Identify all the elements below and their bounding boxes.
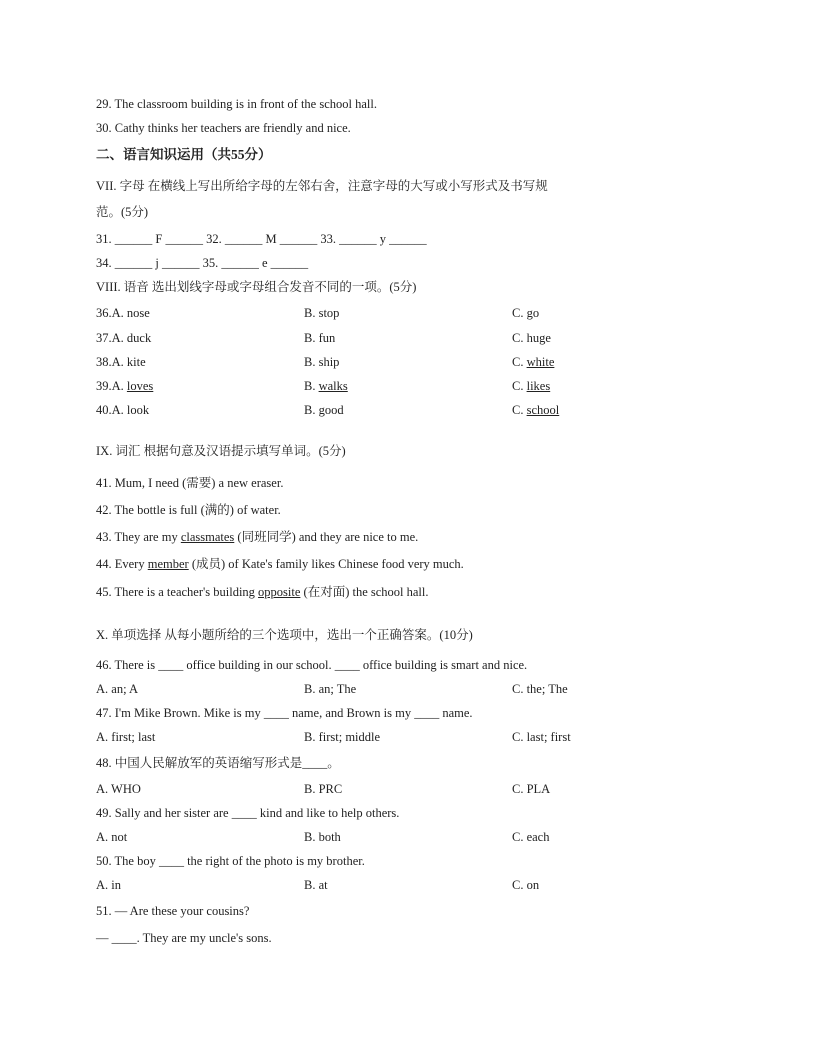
q43-answer: classmates xyxy=(180,530,235,544)
mc-47-question: 47. I'm Mike Brown. Mike is my ____ name, and Brown is my ____ name. xyxy=(96,706,473,720)
mc-47-a: A. first; last xyxy=(96,730,156,744)
phonics-40-c-prefix: C. xyxy=(512,403,527,417)
phonics-40-a: 40.A. look xyxy=(96,403,150,417)
mc-46-c: C. the; The xyxy=(512,682,568,696)
phonics-39-c-word: likes xyxy=(526,379,551,393)
line-q41: 41. Mum, I need (需要) a new eraser. xyxy=(96,476,284,490)
mc-50-c: C. on xyxy=(512,878,540,892)
phonics-38-c-word: white xyxy=(526,355,555,369)
q44-post: (成员) of Kate's family likes Chinese food very much. xyxy=(188,557,464,571)
phonics-38-b: B. ship xyxy=(304,355,340,369)
mc-48-c: C. PLA xyxy=(512,782,551,796)
mc-50-b: B. at xyxy=(304,878,328,892)
q43-post: (同班同学) and they are nice to me. xyxy=(234,530,419,544)
mc-49-c: C. each xyxy=(512,830,550,844)
phonics-39-a-prefix: 39.A. xyxy=(96,379,127,393)
mc-46-b: B. an; The xyxy=(304,682,357,696)
mc-46-question: 46. There is ____ office building in our school. ____ office building is smart and nice. xyxy=(96,658,528,672)
phonics-39-b-word: walks xyxy=(318,379,348,393)
mc-50-a: A. in xyxy=(96,878,121,892)
line-q29: 29. The classroom building is in front of the school hall. xyxy=(96,97,377,111)
mc-50-question: 50. The boy ____ the right of the photo is my brother. xyxy=(96,854,365,868)
phonics-36-b: B. stop xyxy=(304,306,340,320)
phonics-40-b: B. good xyxy=(304,403,344,417)
mc-49-a: A. not xyxy=(96,830,128,844)
phonics-37-c: C. huge xyxy=(512,331,551,345)
mc-48-a: A. WHO xyxy=(96,782,141,796)
q45-post: (在对面) the school hall. xyxy=(300,585,429,599)
phonics-39-b xyxy=(304,378,348,394)
mc-49-b: B. both xyxy=(304,830,341,844)
phonics-39-c xyxy=(512,378,550,394)
section-7-title-cont: 范。(5分) xyxy=(96,205,149,219)
q43-pre: 43. They are my xyxy=(96,530,181,544)
line-q31-33: 31. ______ F ______ 32. ______ M ______ 33. ______ y ______ xyxy=(96,232,427,246)
q44-pre: 44. Every xyxy=(96,557,148,571)
mc-46-a: A. an; A xyxy=(96,682,139,696)
mc-48-b: B. PRC xyxy=(304,782,343,796)
phonics-36-c: C. go xyxy=(512,306,540,320)
q45-pre: 45. There is a teacher's building xyxy=(96,585,259,599)
line-q51-1: 51. — Are these your cousins? xyxy=(96,904,250,918)
line-q42: 42. The bottle is full (满的) of water. xyxy=(96,503,281,517)
line-q34-35: 34. ______ j ______ 35. ______ e ______ xyxy=(96,256,309,270)
mc-49-question: 49. Sally and her sister are ____ kind and like to help others. xyxy=(96,806,400,820)
phonics-36-a: 36.A. nose xyxy=(96,306,150,320)
phonics-37-b: B. fun xyxy=(304,331,336,345)
line-q30: 30. Cathy thinks her teachers are friendly and nice. xyxy=(96,121,351,135)
phonics-40-c xyxy=(512,402,559,418)
line-q43 xyxy=(96,529,418,545)
phonics-37-a: 37.A. duck xyxy=(96,331,152,345)
phonics-38-c xyxy=(512,354,554,370)
line-q45 xyxy=(96,584,429,600)
phonics-40-c-word: school xyxy=(526,403,560,417)
section-8-title: VIII. 语音 选出划线字母或字母组合发音不同的一项。(5分) xyxy=(96,280,417,294)
phonics-39-b-prefix: B. xyxy=(304,379,319,393)
phonics-39-a-word: loves xyxy=(126,379,154,393)
q44-answer: member xyxy=(147,557,189,571)
section-9-title: IX. 词汇 根据句意及汉语提示填写单词。(5分) xyxy=(96,444,346,458)
phonics-39-c-prefix: C. xyxy=(512,379,527,393)
mc-47-c: C. last; first xyxy=(512,730,571,744)
q45-answer: opposite xyxy=(258,585,301,599)
phonics-38-a: 38.A. kite xyxy=(96,355,146,369)
section-7-title: VII. 字母 在横线上写出所给字母的左邻右舍，注意字母的大写或小写形式及书写规 xyxy=(96,179,548,193)
mc-47-b: B. first; middle xyxy=(304,730,381,744)
section-heading-2: 二、语言知识运用（共55分） xyxy=(96,147,272,162)
phonics-38-c-prefix: C. xyxy=(512,355,527,369)
mc-48-question: 48. 中国人民解放军的英语缩写形式是____。 xyxy=(96,756,340,770)
line-q51-2: — ____. They are my uncle's sons. xyxy=(96,931,272,945)
phonics-39-a xyxy=(96,378,153,394)
line-q44 xyxy=(96,556,464,572)
section-10-title: X. 单项选择 从每小题所给的三个选项中，选出一个正确答案。(10分) xyxy=(96,628,473,642)
